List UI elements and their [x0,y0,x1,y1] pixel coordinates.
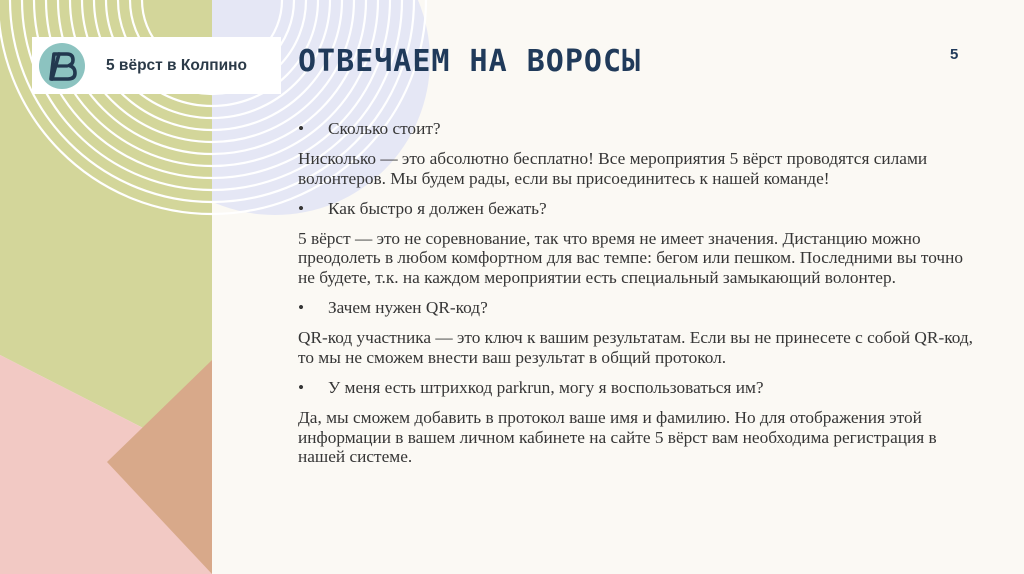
logo-text: 5 вёрст в Колпино [106,56,248,74]
faq-question [298,119,978,138]
faq-question [298,298,978,317]
page-number: 5 [950,46,959,63]
faq-item [298,298,978,367]
question-text: Сколько стоит? [328,119,441,138]
bullet: • [298,119,305,138]
faq-answer: Нисколько — это абсолютно бесплатно! Все мероприятия 5 вёрст проводятся силами волонтеров. Мы будем рады, если вы присоединитесь к нашей команде! [298,149,928,188]
bullet: • [298,198,305,218]
question-text: Как быстро я должен бежать? [328,198,547,218]
faq-answer: QR-код участника — это ключ к вашим результатам. Если вы не принесете с собой QR-код, то мы не сможем внести ваш результат в общий протокол. [298,328,973,367]
faq-item [298,119,978,188]
faq-list [298,119,978,477]
faq-item [298,199,978,287]
logo [32,37,281,94]
bullet: • [298,298,305,318]
faq-answer: 5 вёрст — это не соревнование, так что время не имеет значения. Дистанцию можно преодолеть в любом комфортном для вас темпе: бегом или пешком. Последними вы точно не будете, т.к. на каждом мероприятии есть специальный замыкающий волонтер. [298,229,963,287]
faq-item [298,378,978,466]
faq-question [298,199,978,218]
question-text: У меня есть штрихкод parkrun, могу я воспользоваться им? [328,377,764,397]
logo-b-icon [38,42,86,90]
bullet: • [298,377,305,397]
faq-answer: Да, мы сможем добавить в протокол ваше имя и фамилию. Но для отображения этой информации в вашем личном кабинете на сайте 5 вёрст вам необходима регистрация в нашей системе. [298,408,937,466]
slide-title: ОТВЕЧАЕМ НА ВОРОСЫ [298,44,642,79]
question-text: Зачем нужен QR-код? [328,298,488,318]
faq-question [298,378,978,397]
